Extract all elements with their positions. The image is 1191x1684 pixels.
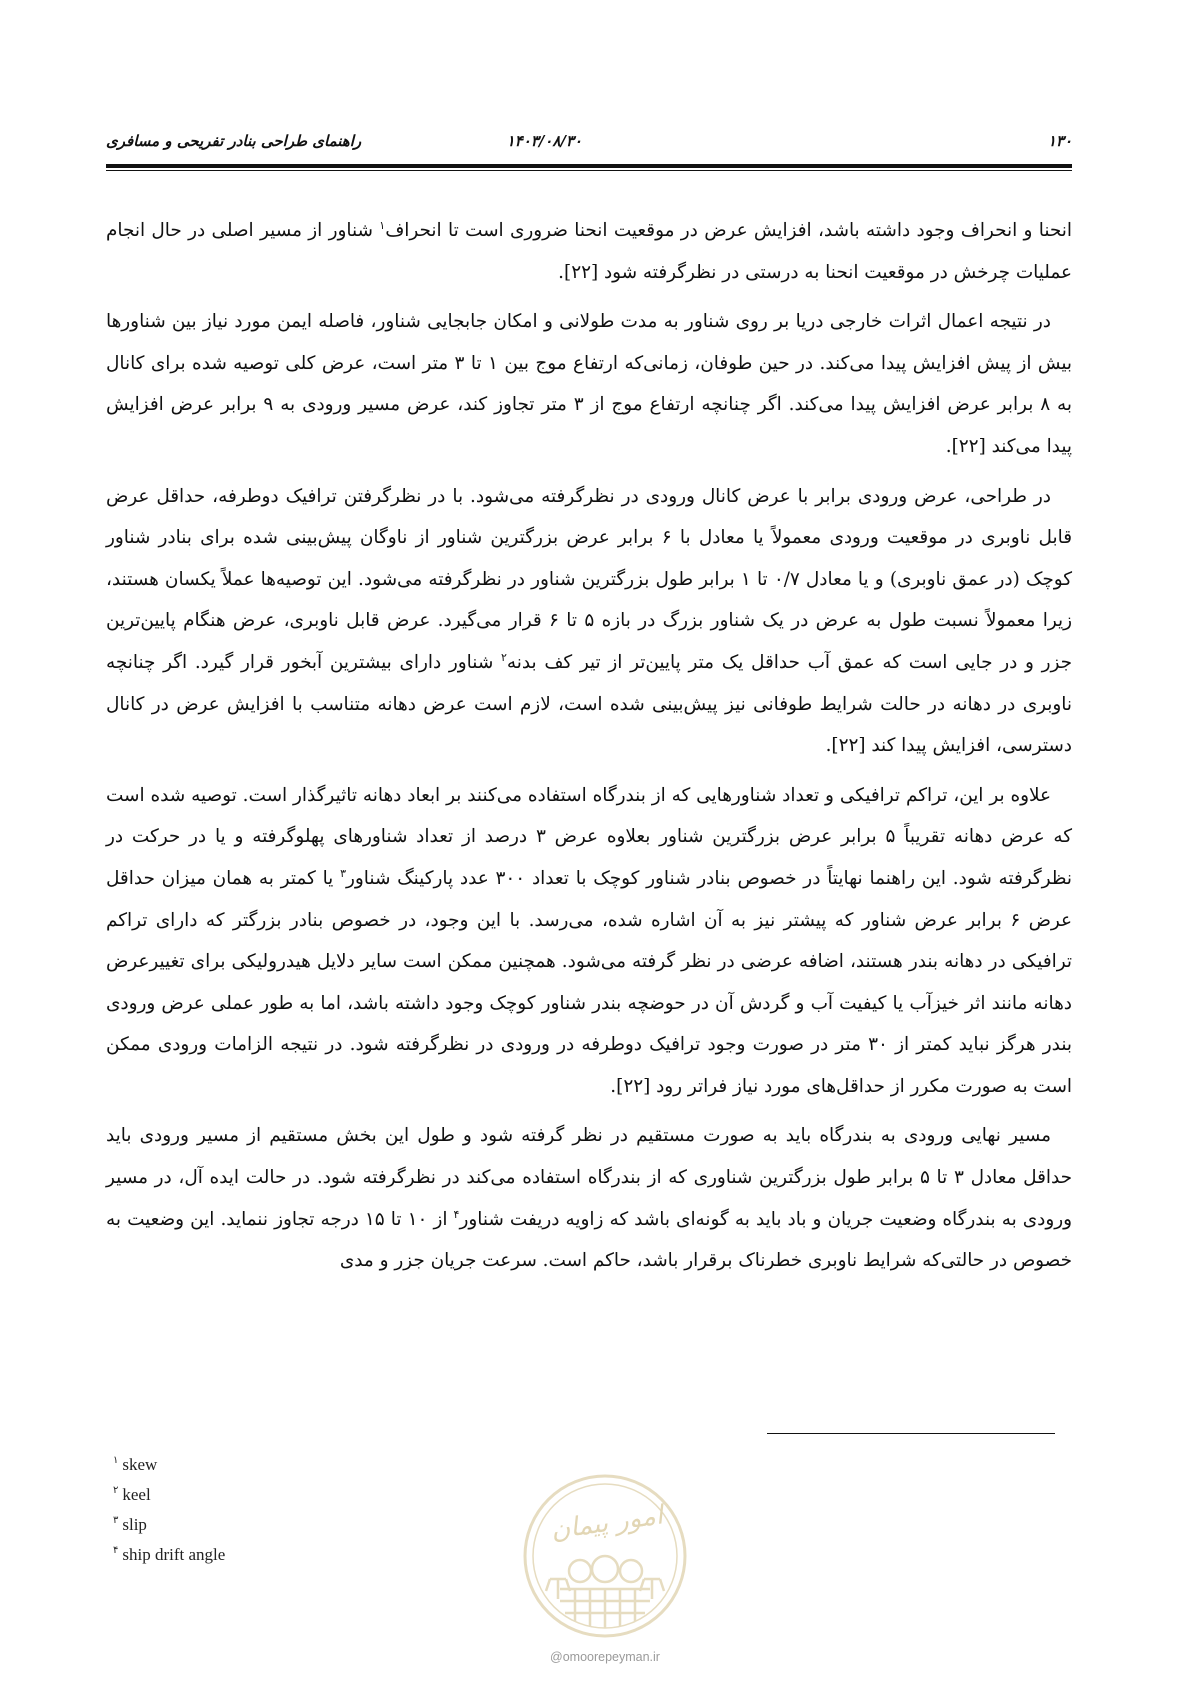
paragraph-5-part-2: از ۱۰ تا ۱۵ درجه تجاوز ننماید. این وضعیت به خصوص در حالتی‌که شرایط ناوبری خطرناک برقرار باشد، حاکم است. سرعت جریان جزر و مدی: [106, 1208, 1072, 1272]
footnote-text-1: skew: [122, 1455, 158, 1474]
paragraph-3-part-1: در طراحی، عرض ورودی برابر با عرض کانال ورودی در نظرگرفته می‌شود. با در نظرگرفتن ترافیک دوطرفه، حداقل عرض قابل ناوبری در موقعیت ورودی معمولاً یا معادل با ۶ برابر عرض بزرگترین شناور از ناوگان پیش‌بینی شده برای بنادر شناور کوچک (در عمق ناوبری) و یا معادل ۰/۷ تا ۱ برابر طول بزرگترین شناور در نظرگرفته می‌شود. این توصیه‌ها عملاً یکسان هستند، زیرا معمولاً نسبت طول به عرض در یک شناور بزرگ در بازه ۵ تا ۶ قرار می‌گیرد. عرض قابل ناوبری، عرض هنگام پایین‌ترین جزر و در جایی است که عمق آب حداقل یک متر پایین‌تر از تیر کف بدنه: [106, 485, 1073, 673]
footnote-2: [113, 1480, 513, 1510]
footnote-ref-4[interactable]: ۴: [453, 1207, 460, 1221]
footnote-number-4: ۴: [113, 1545, 119, 1557]
paragraph-1: [106, 210, 1072, 293]
watermark-url: @omoorepeyman.ir: [550, 1650, 660, 1664]
header-rule-thick: [106, 164, 1072, 168]
footnote-text-3: slip: [122, 1515, 147, 1534]
footnote-ref-2[interactable]: ۲: [500, 650, 507, 664]
footnote-4: [113, 1540, 513, 1570]
seal-lettering: امور پیمان: [549, 1500, 665, 1546]
footnote-text-4: ship drift angle: [122, 1545, 226, 1564]
footnote-number-3: ۳: [113, 1515, 119, 1527]
paragraph-3: [106, 476, 1072, 767]
paragraph-4-part-1: علاوه بر این، تراکم ترافیکی و تعداد شناورهایی که از بندرگاه استفاده می‌کنند بر ابعاد دهانه تاثیرگذار است. توصیه شده است که عرض دهانه تقریباً ۵ برابر عرض بزرگترین شناور بعلاوه عرض ۳ درصد از تعداد شناورهای پهلوگرفته و یا در حرکت در نظرگرفته شود. این راهنما نهایتاً در خصوص بنادر شناور کوچک با تعداد ۳۰۰ عدد پارکینگ شناور: [106, 784, 1073, 889]
paragraph-3-part-2: شناور دارای بیشترین آبخور قرار گیرد. اگر چنانچه ناوبری در دهانه در حالت شرایط طوفانی نیز پیش‌بینی شده است، لازم است عرض دهانه متناسب با افزایش عرض در کانال دسترسی، افزایش پیدا کند [۲۲].: [106, 651, 1072, 757]
page-number: ۱۳۰: [1047, 132, 1072, 150]
header-rule-thin: [106, 170, 1072, 171]
paragraph-5: [106, 1115, 1072, 1281]
footnote-ref-1[interactable]: ۱: [379, 218, 386, 232]
paragraph-4: [106, 775, 1072, 1108]
running-header: [106, 126, 1072, 162]
paragraph-2: در نتیجه اعمال اثرات خارجی دریا بر روی شناور به مدت طولانی و امکان جابجایی شناور، فاصله ایمن مورد نیاز بین شناورها بیش از پیش افزایش پیدا می‌کند. در حین طوفان، زمانی‌که ارتفاع موج بین ۱ تا ۳ متر است، عرض کلی توصیه شده برای کانال به ۸ برابر عرض افزایش پیدا می‌کند. اگر چنانچه ارتفاع موج از ۳ متر تجاوز کند، عرض مسیر ورودی به ۹ برابر عرض افزایش پیدا می‌کند [۲۲].: [106, 311, 1072, 457]
header-date: ۱۴۰۳/۰۸/۳۰: [506, 132, 582, 150]
body-text: [106, 210, 1072, 1290]
footnote-1: [113, 1450, 513, 1480]
footnote-number-2: ۲: [113, 1485, 119, 1497]
footnotes: [113, 1450, 513, 1570]
paragraph-5-part-1: مسیر نهایی ورودی به بندرگاه باید به صورت مستقیم در نظر گرفته شود و طول این بخش مستقیم از مسیر ورودی باید حداقل معادل ۳ تا ۵ برابر طول بزرگترین شناوری که از بندرگاه استفاده می‌کند در نظرگرفته شود. در حالت ایده آل، در مسیر ورودی به بندرگاه وضعیت جریان و باد باید به گونه‌ای باشد که زاویه دریفت شناور: [106, 1125, 1073, 1230]
footnote-text-2: keel: [122, 1485, 151, 1504]
footnote-separator: [767, 1433, 1055, 1434]
header-title: راهنمای طراحی بنادر تفریحی و مسافری: [106, 132, 362, 150]
footnote-number-1: ۱: [113, 1455, 119, 1467]
omoor-peyman-seal-logo: [520, 1471, 690, 1641]
footnote-ref-3[interactable]: ۳: [340, 866, 347, 880]
paragraph-1-part-1: انحنا و انحراف وجود داشته باشد، افزایش عرض در موقعیت انحنا ضروری است تا انحراف: [385, 220, 1072, 241]
paragraph-4-part-2: یا کمتر به همان میزان حداقل عرض ۶ برابر عرض شناور که پیشتر نیز به آن اشاره شده، می‌رسد. با این وجود، در خصوص بنادر بزرگتر که دارای تراکم ترافیکی در دهانه بندر هستند، اضافه عرضی در نظر گرفته می‌شود. همچنین ممکن است سایر دلایل هیدرولیکی برای تغییرعرض دهانه مانند اثر خیزآب یا کیفیت آب و گردش آن در حوضچه بندر شناور کوچک وجود داشته باشد، اما به طور عملی عرض ورودی بندر هرگز نباید کمتر از ۳۰ متر در صورت وجود ترافیک دوطرفه در ورودی در نظرگرفته شود. در نتیجه الزامات ورودی ممکن است به صورت مکرر از حداقل‌های مورد نیاز فراتر رود [۲۲].: [106, 867, 1072, 1097]
paragraph-1-part-2: شناور از مسیر اصلی در حال انجام عملیات چرخش در موقعیت انحنا به درستی در نظرگرفته شود [۲۲].: [106, 220, 1072, 283]
footnote-3: [113, 1510, 513, 1540]
